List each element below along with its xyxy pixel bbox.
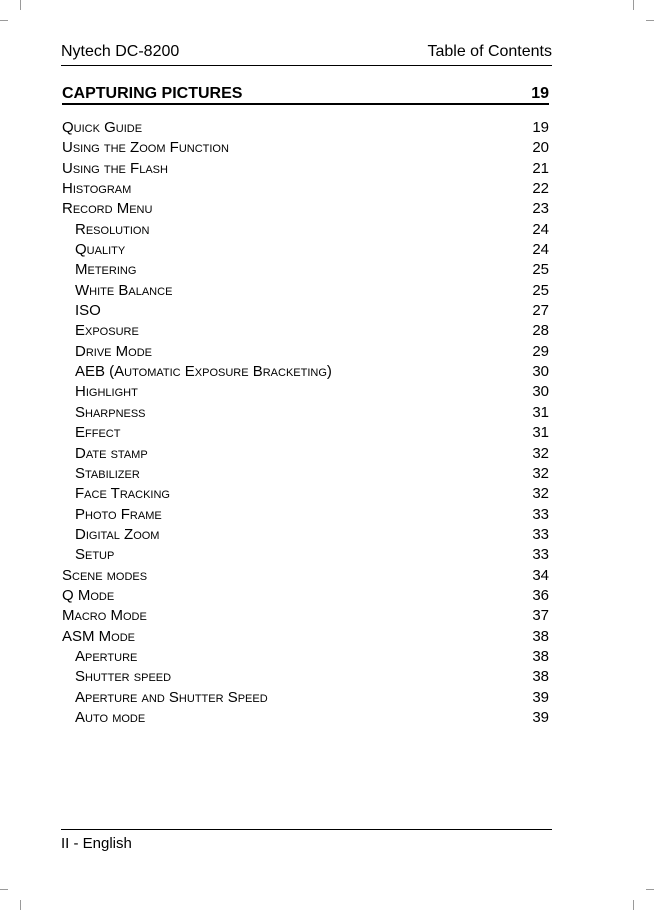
toc-entry-title: Scene modes [62, 566, 148, 584]
toc-entry-page: 29 [532, 342, 549, 360]
toc-entry-page: 25 [532, 281, 549, 299]
section-title: CAPTURING PICTURES [62, 85, 243, 102]
toc-entry-title: Shutter speed [75, 668, 172, 686]
toc-entry-page: 31 [532, 424, 549, 442]
toc-entry-page: 39 [532, 688, 549, 706]
toc-entry-title: Using the Zoom Function [62, 139, 229, 157]
toc-entry-title: Exposure [75, 322, 139, 340]
toc-entry[interactable] [62, 667, 549, 687]
header-product-name: Nytech DC-8200 [61, 43, 180, 60]
toc-entry-title: Using the Flash [62, 159, 168, 177]
toc-entry-title: Photo Frame [75, 505, 162, 523]
toc-entry-title: Aperture [75, 647, 138, 665]
toc-entry-title: Drive Mode [75, 342, 153, 360]
toc-entry-page: 32 [532, 464, 549, 482]
toc-entry[interactable] [62, 159, 549, 179]
toc-entry-page: 36 [532, 586, 549, 604]
toc-entry[interactable] [62, 566, 549, 586]
toc-section-heading[interactable] [62, 84, 549, 105]
page-footer [61, 829, 552, 852]
toc-entry-page: 19 [532, 119, 549, 136]
toc-entry-title: Sharpness [75, 403, 146, 421]
toc-entry[interactable] [62, 545, 549, 565]
toc-entry-title: Effect [75, 424, 121, 442]
toc-entry-page: 34 [532, 566, 549, 584]
toc-entry-title: Q Mode [62, 586, 115, 604]
toc-entry[interactable] [62, 403, 549, 423]
toc-entry[interactable] [62, 606, 549, 626]
page-header [61, 43, 552, 66]
toc-entry-title: Digital Zoom [75, 525, 160, 543]
toc-entry-page: 31 [532, 403, 549, 421]
toc-entry-page: 32 [532, 444, 549, 462]
toc-entry-title: Highlight [75, 383, 138, 401]
toc-entry[interactable] [62, 382, 549, 402]
toc-entry-page: 38 [532, 647, 549, 665]
toc-entry[interactable] [62, 505, 549, 525]
toc-entry-title: Face Tracking [75, 485, 170, 503]
toc-entry[interactable] [62, 647, 549, 667]
crop-mark [0, 889, 8, 890]
toc-entry-page: 33 [532, 505, 549, 523]
toc-entry-page: 33 [532, 546, 549, 564]
toc-entry-title: ISO [75, 302, 101, 320]
toc-entry-page: 30 [532, 383, 549, 401]
toc-entry-title: Metering [75, 261, 137, 279]
toc-entry-title: Quick Guide [62, 119, 143, 136]
table-of-contents [62, 118, 549, 728]
crop-mark [0, 20, 8, 21]
toc-entry[interactable] [62, 240, 549, 260]
toc-entry[interactable] [62, 220, 549, 240]
toc-entry[interactable] [62, 199, 549, 219]
toc-entry[interactable] [62, 708, 549, 728]
toc-entry[interactable] [62, 179, 549, 199]
toc-entry[interactable] [62, 260, 549, 280]
toc-entry-page: 23 [532, 200, 549, 218]
footer-page-label: II - English [61, 835, 132, 852]
toc-entry[interactable] [62, 444, 549, 464]
toc-entry-page: 20 [532, 139, 549, 157]
header-section-name: Table of Contents [427, 43, 552, 60]
toc-entry-title: Auto mode [75, 708, 146, 726]
section-page-number: 19 [531, 85, 549, 102]
toc-entry-page: 21 [532, 159, 549, 177]
toc-entry[interactable] [62, 464, 549, 484]
toc-entry-title: Setup [75, 546, 115, 564]
toc-entry[interactable] [62, 484, 549, 504]
toc-entry[interactable] [62, 423, 549, 443]
toc-entry[interactable] [62, 688, 549, 708]
toc-entry-title: Macro Mode [62, 607, 147, 625]
toc-entry[interactable] [62, 281, 549, 301]
toc-entry-page: 30 [532, 363, 549, 381]
toc-entry-title: Aperture and Shutter Speed [75, 688, 268, 706]
crop-mark [646, 20, 654, 21]
crop-mark [20, 900, 21, 910]
crop-mark [633, 900, 634, 910]
toc-entry[interactable] [62, 342, 549, 362]
toc-entry-title: Resolution [75, 220, 150, 238]
toc-entry-page: 33 [532, 525, 549, 543]
toc-entry-title: Stabilizer [75, 464, 140, 482]
toc-entry[interactable] [62, 362, 549, 382]
crop-mark [646, 889, 654, 890]
toc-entry-page: 22 [532, 180, 549, 198]
toc-entry-page: 32 [532, 485, 549, 503]
toc-entry[interactable] [62, 301, 549, 321]
toc-entry-page: 39 [532, 708, 549, 726]
toc-entry-page: 24 [532, 241, 549, 259]
toc-entry-page: 24 [532, 220, 549, 238]
toc-entry[interactable] [62, 586, 549, 606]
toc-entry-page: 37 [532, 607, 549, 625]
toc-entry[interactable] [62, 138, 549, 158]
toc-entry-title: Date stamp [75, 444, 148, 462]
toc-entry-page: 27 [532, 302, 549, 320]
toc-entry-title: ASM Mode [62, 627, 136, 645]
toc-entry-title: Record Menu [62, 200, 153, 218]
toc-entry-title: Histogram [62, 180, 132, 198]
toc-entry-page: 25 [532, 261, 549, 279]
toc-entry[interactable] [62, 321, 549, 341]
crop-mark [633, 0, 634, 10]
crop-mark [20, 0, 21, 10]
toc-entry[interactable] [62, 627, 549, 647]
toc-entry[interactable] [62, 525, 549, 545]
toc-entry-page: 38 [532, 627, 549, 645]
toc-entry-page: 28 [532, 322, 549, 340]
toc-entry-title: Quality [75, 241, 126, 259]
toc-entry[interactable] [62, 118, 549, 138]
toc-entry-page: 38 [532, 668, 549, 686]
toc-entry-title: White Balance [75, 281, 173, 299]
toc-entry-title: AEB (Automatic Exposure Bracketing) [75, 363, 332, 381]
